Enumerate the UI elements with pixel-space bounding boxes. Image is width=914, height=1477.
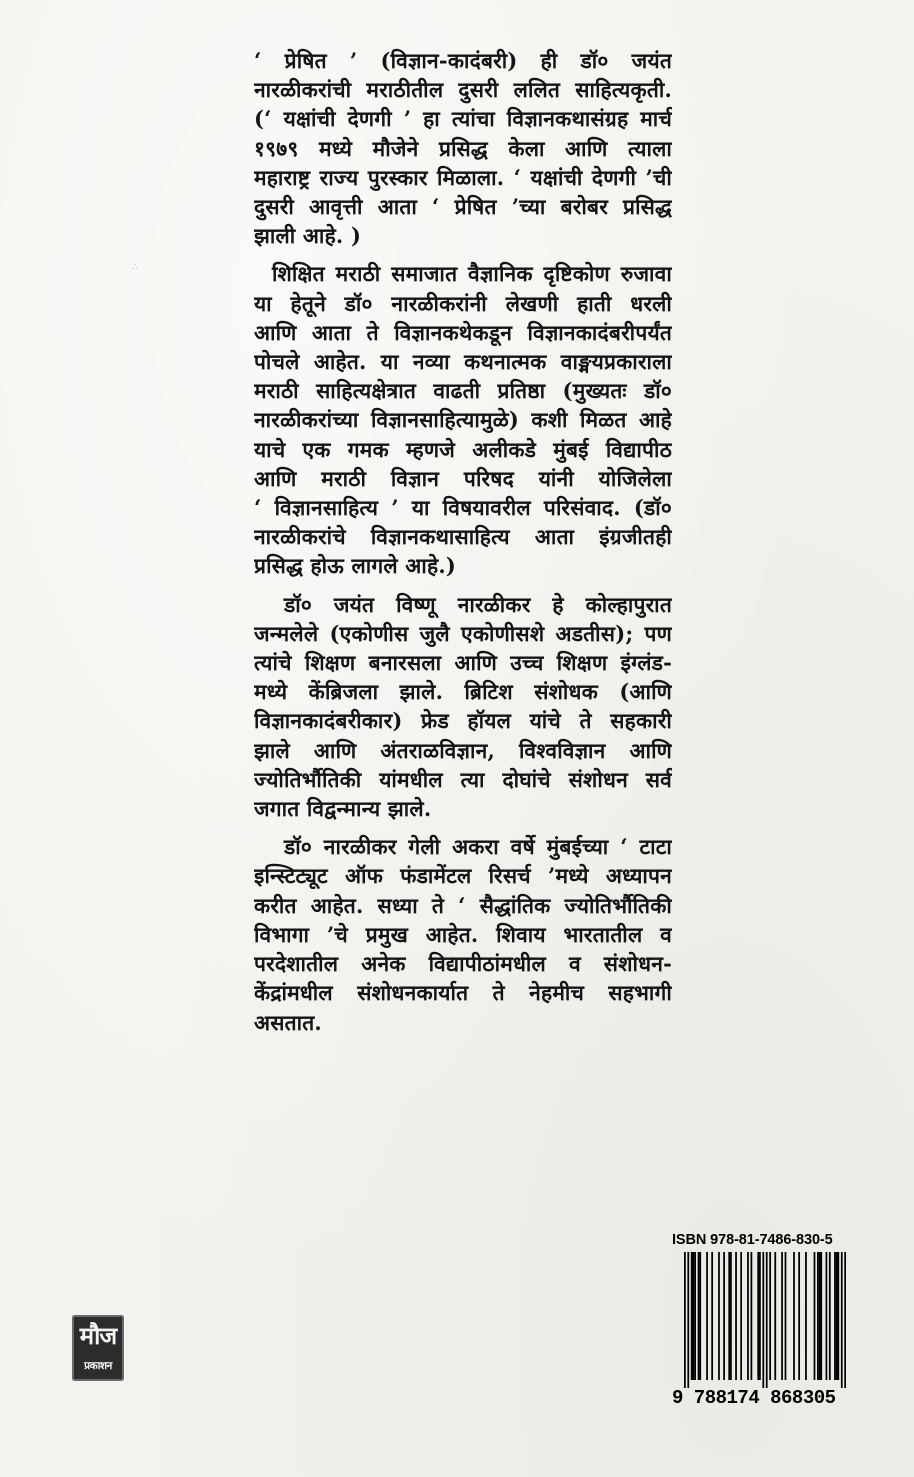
text-line: नारळीकरांचे विज्ञानकथासाहित्य आता इंग्रजीतही: [254, 524, 672, 550]
logo-bottom-text: प्रकाशन: [84, 1360, 112, 1372]
barcode-bar: [793, 1252, 795, 1380]
barcode-bar: [829, 1252, 831, 1380]
barcode: [684, 1252, 846, 1388]
barcode-bar: [805, 1252, 807, 1380]
text-line: झाले आणि अंतराळविज्ञान, विश्वविज्ञान आणि: [254, 737, 672, 763]
text-line: जन्मलेले (एकोणीस जुलै एकोणीसशे अडतीस); पण: [254, 620, 672, 646]
barcode-bar: [820, 1252, 822, 1380]
text-line: महाराष्ट्र राज्य पुरस्कार मिळाला. ‘ यक्षांची देणगी ’ची: [254, 164, 672, 190]
text-line: विभागा ’चे प्रमुख आहेत. शिवाय भारतातील व: [254, 921, 672, 947]
text-line: मध्ये केंब्रिजला झाले. ब्रिटिश संशोधक (आणि: [254, 679, 672, 705]
text-line: डॉ० जयंत विष्णू नारळीकर हे कोल्हापुरात: [284, 591, 672, 617]
barcode-bar: [740, 1252, 742, 1380]
barcode-guard-bar: [841, 1252, 843, 1388]
barcode-bar: [785, 1252, 787, 1380]
text-line: नारळीकरांची मराठीतील दुसरी ललित साहित्यकृती.: [254, 77, 672, 103]
logo-top-text: मौज: [79, 1321, 117, 1350]
barcode-bar: [834, 1252, 836, 1380]
barcode-bar: [730, 1252, 732, 1380]
text-line: परदेशातील अनेक विद्यापीठांमधील व संशोधन-: [254, 951, 672, 977]
text-line: ‘ विज्ञानसाहित्य ’ या विषयावरील परिसंवाद. (डॉ०: [254, 495, 672, 521]
text-line: विज्ञानकादंबरीकार) फ्रेड हॉयल यांचे ते सहकारी: [254, 708, 672, 734]
blurb-text: [254, 46, 672, 1046]
text-line: प्रसिद्ध होऊ लागले आहे.): [254, 553, 456, 579]
barcode-bar: [706, 1252, 708, 1380]
barcode-bar: [691, 1252, 693, 1380]
text-line: शिक्षित मराठी समाजात वैज्ञानिक दृष्टिकोण रुजावा: [272, 261, 672, 287]
barcode-guard-bar: [687, 1252, 689, 1388]
text-line: डॉ० नारळीकर गेली अकरा वर्षे मुंबईच्या ‘ टाटा: [284, 834, 672, 860]
barcode-bar: [757, 1252, 759, 1380]
barcode-bar: [759, 1252, 761, 1380]
barcode-bar: [718, 1252, 720, 1380]
text-line: (‘ यक्षांची देणगी ’ हा त्यांचा विज्ञानकथासंग्रह मार्च: [254, 106, 672, 132]
barcode-bar: [798, 1252, 800, 1380]
text-line: आणि आता ते विज्ञानकथेकडून विज्ञानकादंबरीपर्यंत: [254, 319, 672, 345]
barcode-bar: [728, 1252, 730, 1380]
barcode-bar: [694, 1252, 696, 1380]
text-line: १९७९ मध्ये मौजेने प्रसिद्ध केला आणि त्याला: [254, 135, 672, 161]
publisher-logo: [72, 1315, 124, 1381]
text-line: आणि मराठी विज्ञान परिषद यांनी योजिलेला: [254, 465, 672, 491]
paper-speck: ∴: [132, 262, 139, 273]
text-line: ज्योतिर्भौतिकी यांमधील त्या दोघांचे संशोधन सर्व: [254, 766, 672, 792]
text-line: त्यांचे शिक्षण बनारसला आणि उच्च शिक्षण इंग्लंड-: [254, 650, 672, 676]
barcode-bar: [693, 1252, 695, 1380]
isbn-label: ISBN 978-81-7486-830-5: [672, 1232, 833, 1248]
barcode-guard-bar: [684, 1252, 686, 1388]
text-line: केंद्रांमधील संशोधनकार्यात ते नेहमीच सहभागी: [254, 980, 672, 1006]
barcode-bar: [826, 1252, 828, 1380]
barcode-bar: [774, 1252, 776, 1380]
text-line: या हेतूने डॉ० नारळीकरांनी लेखणी हाती धरली: [254, 290, 672, 316]
barcode-bar: [819, 1252, 821, 1380]
isbn-barcode-block: [672, 1232, 848, 1417]
barcode-bar: [711, 1252, 713, 1380]
barcode-guard-bar: [844, 1252, 846, 1388]
text-line: नारळीकरांच्या विज्ञानसाहित्यामुळे) कशी मिळत आहे: [254, 407, 672, 433]
blurb-paragraph-1: [254, 46, 672, 250]
text-line: असतात.: [254, 1009, 322, 1035]
barcode-bar: [723, 1252, 725, 1380]
text-line: दुसरी आवृत्ती आता ‘ प्रेषित ’च्या बरोबर प्रसिद्ध: [254, 194, 672, 220]
text-line: पोचले आहेत. या नव्या कथनात्मक वाङ्मयप्रकाराला: [254, 349, 672, 375]
barcode-bar: [747, 1252, 749, 1380]
barcode-bar: [814, 1252, 816, 1380]
barcode-guard-bar: [766, 1252, 768, 1388]
barcode-bar: [699, 1252, 701, 1380]
text-line: इन्स्टिट्यूट ऑफ फंडामेंटल रिसर्च ’मध्ये अध्यापन: [254, 863, 672, 889]
barcode-digits: 9 788174 868305: [672, 1387, 836, 1409]
text-line: मराठी साहित्यक्षेत्रात वाढती प्रतिष्ठा (मुख्यतः डॉ०: [254, 378, 672, 404]
text-line: करीत आहेत. सध्या ते ‘ सैद्धांतिक ज्योतिर्भौतिकी: [254, 892, 672, 918]
text-line: याचे एक गमक म्हणजे अलीकडे मुंबई विद्यापीठ: [254, 436, 672, 462]
barcode-bar: [837, 1252, 839, 1380]
barcode-bar: [781, 1252, 783, 1380]
barcode-bar: [836, 1252, 838, 1380]
blurb-paragraph-3: [254, 590, 672, 824]
barcode-bar: [817, 1252, 819, 1380]
text-line: जगात विद्वन्मान्य झाले.: [254, 796, 432, 822]
blurb-paragraph-4: [254, 832, 672, 1036]
barcode-bar: [698, 1252, 700, 1380]
barcode-guard-bar: [762, 1252, 764, 1388]
barcode-bar: [751, 1252, 753, 1380]
blurb-paragraph-2: [254, 259, 672, 580]
text-line: झाली आहे. ): [254, 223, 362, 249]
barcode-bar: [735, 1252, 737, 1380]
barcode-bar: [769, 1252, 771, 1380]
text-line: ‘ प्रेषित ’ (विज्ञान-कादंबरी) ही डॉ० जयंत: [254, 48, 672, 73]
